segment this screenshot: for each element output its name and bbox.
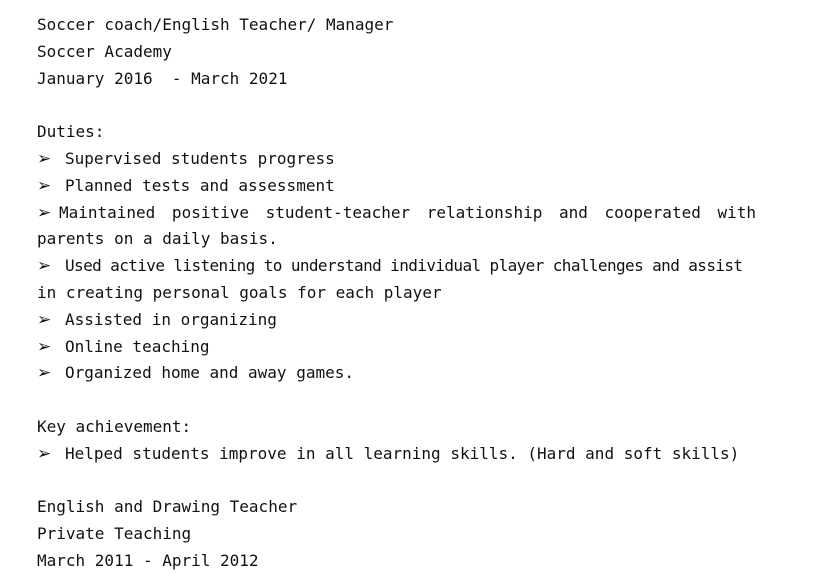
arrow-bullet-icon: ➢ xyxy=(37,336,52,357)
duty-text: Planned tests and assessment xyxy=(65,175,335,195)
achievement-item xyxy=(37,441,767,468)
duty-text: Supervised students progress xyxy=(65,148,335,168)
employment-dates: January 2016 - March 2021 xyxy=(37,68,288,88)
employer-name: Soccer Academy xyxy=(37,41,172,61)
arrow-bullet-icon: ➢ xyxy=(37,148,52,169)
spacer xyxy=(37,468,767,495)
achievement-heading: Key achievement: xyxy=(37,416,192,436)
duty-item xyxy=(37,307,767,334)
job-title: Soccer coach/English Teacher/ Manager xyxy=(37,15,394,34)
spacer xyxy=(37,92,767,119)
duty-item xyxy=(37,173,767,200)
employer-name: Private Teaching xyxy=(37,524,192,544)
arrow-bullet-icon: ➢ xyxy=(37,256,52,277)
arrow-bullet-icon: ➢ xyxy=(37,363,52,384)
duty-item xyxy=(37,146,767,173)
duties-heading: Duties: xyxy=(37,122,105,142)
arrow-bullet-icon: ➢ xyxy=(37,443,52,464)
duty-text: Organized home and away games. xyxy=(65,363,354,383)
duty-text-continuation: in creating personal goals for each player xyxy=(37,282,442,302)
arrow-bullet-icon: ➢ xyxy=(37,309,52,330)
arrow-bullet-icon: ➢ xyxy=(37,175,52,196)
achievement-text: Helped students improve in all learning skills. (Hard and soft skills) xyxy=(65,443,740,463)
duty-text: Maintained positive student-teacher relationship and cooperated with xyxy=(58,202,756,222)
job-title: English and Drawing Teacher xyxy=(37,497,298,517)
employment-dates: March 2011 - April 2012 xyxy=(37,550,259,570)
duty-item xyxy=(37,360,767,387)
resume-document xyxy=(37,12,767,575)
duty-item xyxy=(37,253,767,307)
duty-text: Online teaching xyxy=(65,336,210,356)
duty-text: Assisted in organizing xyxy=(65,309,277,329)
duty-item xyxy=(37,200,767,254)
spacer xyxy=(37,387,767,414)
arrow-bullet-icon: ➢ xyxy=(37,202,52,223)
duty-item xyxy=(37,334,767,361)
duty-text-continuation: parents on a daily basis. xyxy=(37,229,278,249)
duty-text: Used active listening to understand individual player challenges and assist xyxy=(65,256,743,276)
